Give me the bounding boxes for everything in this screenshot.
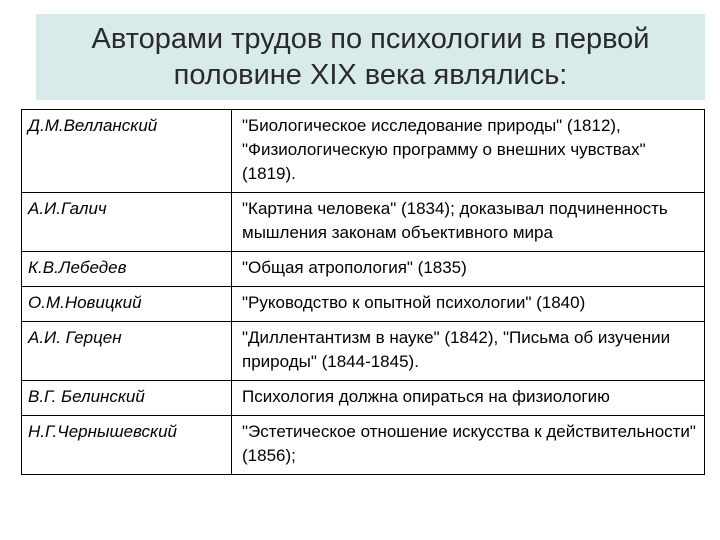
author-cell: Н.Г.Чернышевский [22, 416, 232, 475]
author-cell: А.И.Галич [22, 193, 232, 252]
authors-table [21, 109, 705, 475]
slide-title: Авторами трудов по психологии в первой половине XIX века являлись: [91, 23, 650, 91]
work-cell: "Общая атропология" (1835) [232, 252, 705, 287]
table-row [22, 322, 705, 381]
table-row [22, 381, 705, 416]
author-cell: К.В.Лебедев [22, 252, 232, 287]
table-row [22, 110, 705, 193]
work-cell: "Диллентантизм в науке" (1842), "Письма об изучении природы" (1844-1845). [232, 322, 705, 381]
author-cell: Д.М.Велланский [22, 110, 232, 193]
title-banner [36, 14, 705, 100]
author-cell: В.Г. Белинский [22, 381, 232, 416]
author-cell: А.И. Герцен [22, 322, 232, 381]
table-row [22, 416, 705, 475]
author-cell: О.М.Новицкий [22, 287, 232, 322]
table-row [22, 287, 705, 322]
work-cell: "Биологическое исследование природы" (1812), "Физиологическую программу о внешних чувствах" (1819). [232, 110, 705, 193]
work-cell: "Руководство к опытной психологии" (1840) [232, 287, 705, 322]
work-cell: Психология должна опираться на физиологию [232, 381, 705, 416]
work-cell: "Картина человека" (1834); доказывал подчиненность мышления законам объективного мира [232, 193, 705, 252]
table-row [22, 252, 705, 287]
table-row [22, 193, 705, 252]
work-cell: "Эстетическое отношение искусства к действительности" (1856); [232, 416, 705, 475]
